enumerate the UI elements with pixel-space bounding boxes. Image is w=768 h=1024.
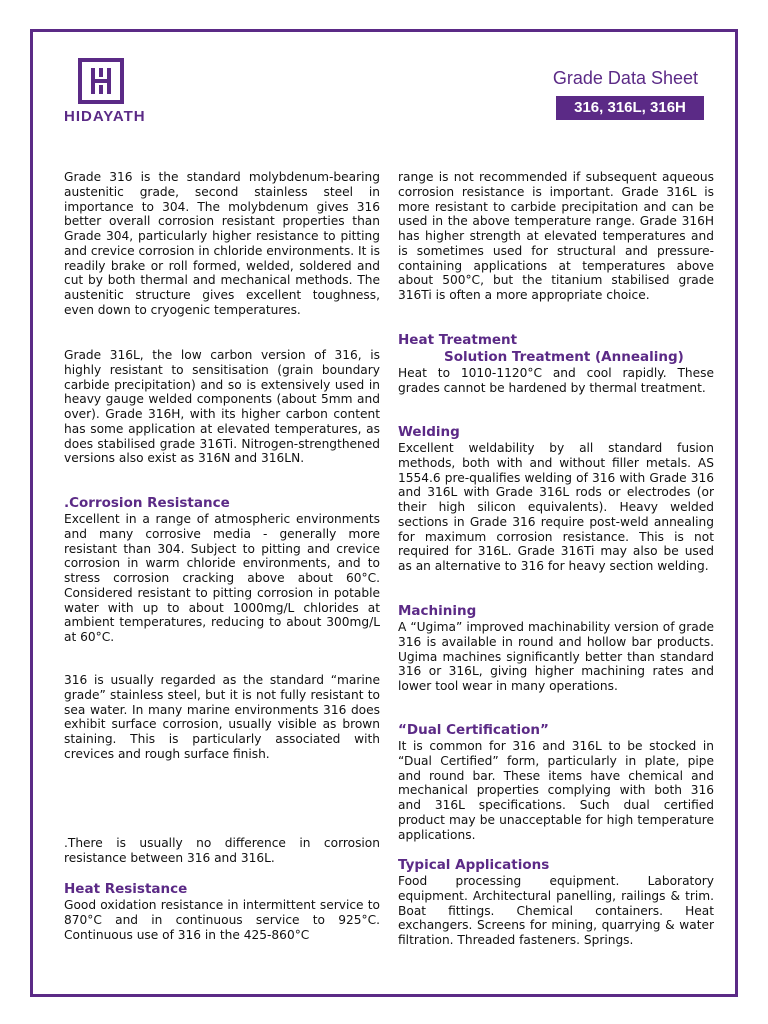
typical-applications-paragraph: Food processing equipment. Laboratory equipment. Architectural panelling, railings & trim. Boat fittings. Chemical containers. Heat exchangers. Screens for mining, quarrying & water filtration. Threaded fasteners. Springs. (398, 874, 714, 947)
heat-treatment-heading: Heat Treatment (398, 332, 518, 348)
heat-resistance-heading: Heat Resistance (64, 881, 188, 897)
dual-certification-heading: “Dual Certification” (398, 722, 549, 738)
welding-paragraph: Excellent weldability by all standard fusion methods, both with and without filler metals. AS 1554.6 pre-qualifies welding of 316 with Grade 316 and 316L with Grade 316L rods or electrodes (or their high silicon equivalents). Heavy welded sections in Grade 316 require post-weld annealing for maximum corrosion resistance. This is not required for 316L. Grade 316Ti may also be used as an alternative to 316 for heavy section welding. (398, 441, 714, 573)
solution-treatment-paragraph: Heat to 1010-1120°C and cool rapidly. These grades cannot be hardened by thermal treatment. (398, 366, 714, 395)
company-logo (64, 58, 146, 125)
machining-heading: Machining (398, 603, 477, 619)
corrosion-paragraph-1: Excellent in a range of atmospheric environments and many corrosive media - generally more resistant than 304. Subject to pitting and crevice corrosion in warm chloride environments, and to stress corrosion cracking above about 60°C. Considered resistant to pitting corrosion in potable water with up to about 1000mg/L chlorides at ambient temperatures, reducing to about 300mg/L at 60°C. (64, 512, 380, 644)
machining-paragraph: A “Ugima” improved machinability version of grade 316 is available in round and hollow bar products. Ugima machines significantly better than standard 316 or 316L, giving higher machining rates and lower tool wear in many operations. (398, 620, 714, 693)
typical-applications-heading: Typical Applications (398, 857, 550, 873)
solution-treatment-heading: Solution Treatment (Annealing) (444, 349, 684, 365)
corrosion-heading: .Corrosion Resistance (64, 495, 230, 511)
heat-resistance-continued: range is not recommended if subsequent aqueous corrosion resistance is important. Grade 316L is more resistant to carbide precipitation and can be used in the above temperature range. Grade 316H has higher strength at elevated temperatures and is sometimes used for structural and pressure-containing applications at temperatures above about 500°C, but the titanium stabilised grade 316Ti is often a more appropriate choice. (398, 170, 714, 302)
dual-certification-paragraph: It is common for 316 and 316L to be stocked in “Dual Certified” form, particularly in plate, pipe and round bar. These items have chemical and mechanical properties complying with both 316 and 316L specifications. Such dual certified product may be unacceptable for high temperature applications. (398, 739, 714, 842)
hidayath-logo-icon (78, 58, 124, 104)
heat-resistance-paragraph: Good oxidation resistance in intermittent service to 870°C and in continuous service to 925°C. Continuous use of 316 in the 425-860°C (64, 898, 380, 942)
corrosion-paragraph-2: 316 is usually regarded as the standard “marine grade” stainless steel, but it is not fully resistant to sea water. In many marine environments 316 does exhibit surface corrosion, usually visible as brown staining. This is particularly associated with crevices and rough surface finish. (64, 673, 380, 761)
intro-paragraph-2: Grade 316L, the low carbon version of 316, is highly resistant to sensitisation (grain boundary carbide precipitation) and so is extensively used in heavy gauge welded components (about 5mm and over). Grade 316H, with its higher carbon content has some application at elevated temperatures, as does stabilised grade 316Ti. Nitrogen-strengthened versions also exist as 316N and 316LN. (64, 348, 380, 466)
intro-paragraph-1: Grade 316 is the standard molybdenum-bearing austenitic grade, second stainless steel in importance to 304. The molybdenum gives 316 better overall corrosion resistant properties than Grade 304, particularly higher resistance to pitting and crevice corrosion in chloride environments. It is readily brake or roll formed, welded, soldered and cut by both thermal and mechanical methods. The austenitic structure gives excellent toughness, even down to cryogenic temperatures. (64, 170, 380, 317)
sheet-title: Grade Data Sheet (552, 68, 698, 88)
logo-text: HIDAYATH (64, 108, 146, 125)
corrosion-paragraph-3: .There is usually no difference in corrosion resistance between 316 and 316L. (64, 836, 380, 865)
welding-heading: Welding (398, 424, 460, 440)
grade-badge: 316, 316L, 316H (556, 96, 704, 120)
